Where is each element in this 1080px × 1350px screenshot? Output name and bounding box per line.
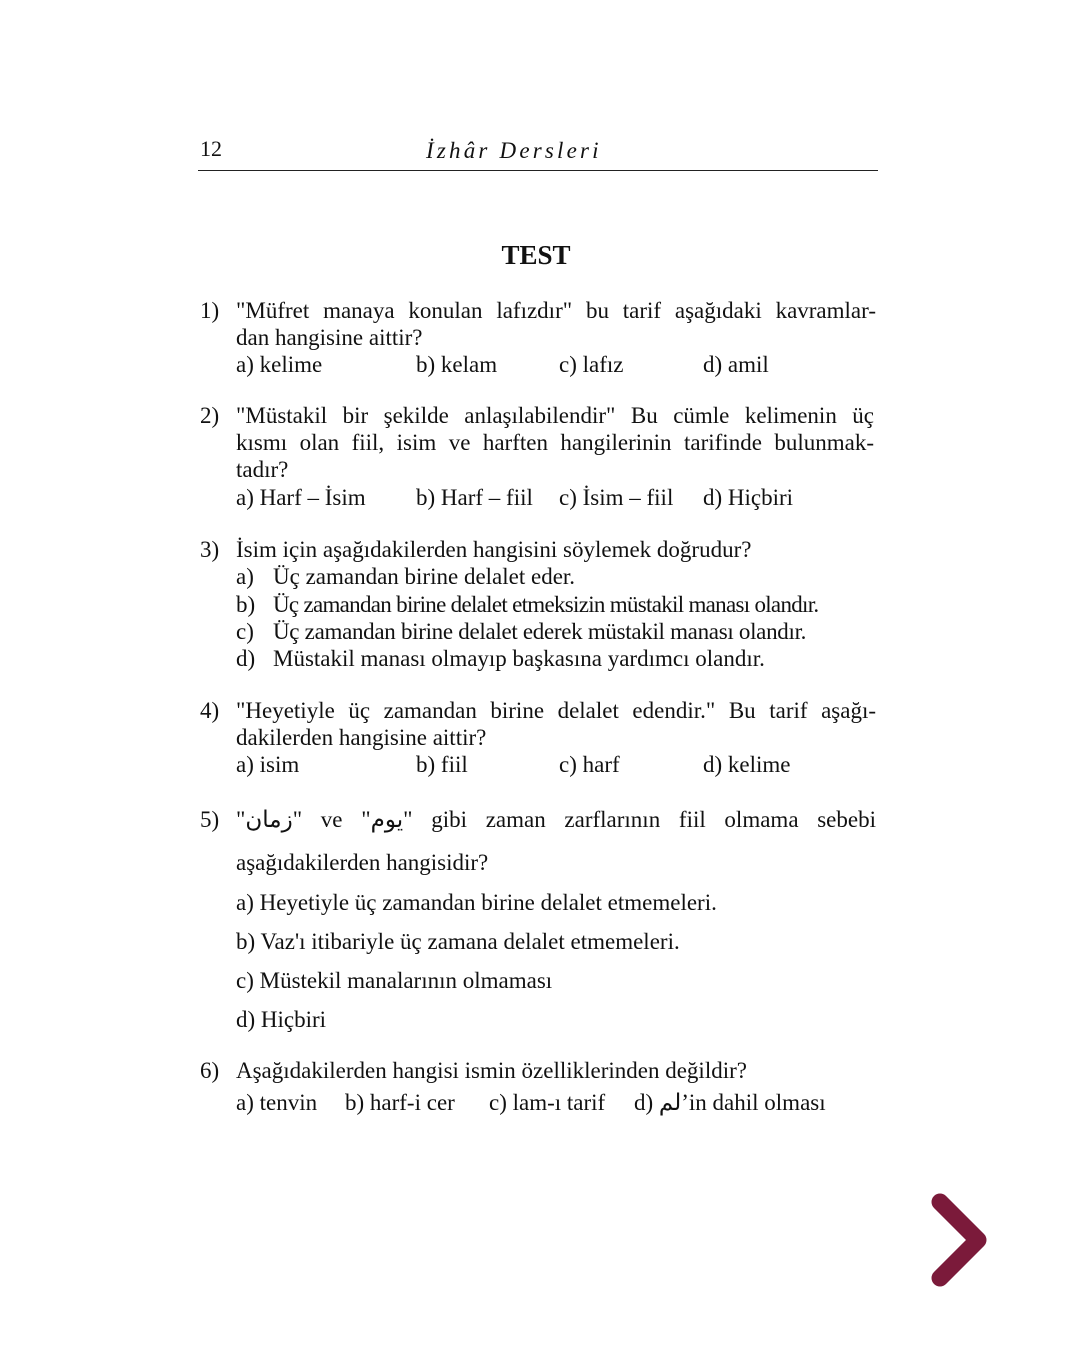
question-4-option-a: a) isim: [236, 752, 300, 777]
question-5-option-d: d) Hiçbiri: [236, 1007, 327, 1032]
question-1-option-c: c) lafız: [559, 352, 624, 377]
test-heading: TEST: [501, 240, 571, 270]
question-1-option-a: a) kelime: [236, 352, 323, 377]
question-4-option-c: c) harf: [559, 752, 620, 777]
question-2-option-c: c) İsim – fiil: [559, 485, 674, 510]
question-1-line-1: "Müfret manaya konulan lafızdır" bu tarif aşağıdaki kavramlar-: [236, 298, 876, 323]
question-2-number: 2): [200, 403, 220, 428]
question-1-line-2: dan hangisine aittir?: [236, 325, 423, 350]
question-5-line-1: "زمان" ve "يوم" gibi zaman zarflarının fiil olmama sebebi: [236, 807, 876, 832]
question-2-option-d: d) Hiçbiri: [703, 485, 794, 510]
question-3-option-b-letter: b): [236, 592, 256, 617]
question-5-number: 5): [200, 807, 220, 832]
question-5-option-c: c) Müstekil manalarının olmaması: [236, 968, 553, 993]
question-6-number: 6): [200, 1058, 220, 1083]
next-page-button[interactable]: [922, 1190, 992, 1290]
page-header: [198, 132, 878, 172]
question-3-option-c-letter: c): [236, 619, 254, 644]
question-3-option-b-text: Üç zamandan birine delalet etmeksizin müstakil manası olandır.: [273, 592, 819, 617]
question-3-option-c-text: Üç zamandan birine delalet ederek müstakil manası olandır.: [273, 619, 807, 644]
question-5-option-b: b) Vaz'ı itibariyle üç zamana delalet etmemeleri.: [236, 929, 680, 954]
question-3-option-d-letter: d): [236, 646, 256, 671]
question-3-line-1: İsim için aşağıdakilerden hangisini söylemek doğrudur?: [236, 537, 752, 562]
question-6-option-a: a) tenvin: [236, 1090, 318, 1115]
question-2-line-1: "Müstakil bir şekilde anlaşılabilendir" Bu cümle kelimenin üç: [236, 403, 874, 428]
question-4-line-1: "Heyetiyle üç zamandan birine delalet edendir." Bu tarif aşağı-: [236, 698, 876, 723]
page-number: 12: [200, 136, 222, 161]
question-3-option-d-text: Müstakil manası olmayıp başkasına yardımcı olandır.: [273, 646, 765, 671]
question-3-number: 3): [200, 537, 220, 562]
chevron-right-icon: [922, 1190, 992, 1290]
question-4-line-2: dakilerden hangisine aittir?: [236, 725, 487, 750]
question-6-option-b: b) harf-i cer: [345, 1090, 455, 1115]
question-1-option-b: b) kelam: [416, 352, 498, 377]
question-3-option-a-letter: a): [236, 564, 254, 589]
question-4-number: 4): [200, 698, 220, 723]
question-4-option-b: b) fiil: [416, 752, 468, 777]
running-title: İzhâr Dersleri: [426, 138, 602, 163]
question-4-option-d: d) kelime: [703, 752, 791, 777]
question-6-option-d: d) لم’in dahil olması: [634, 1090, 826, 1115]
question-3-option-a-text: Üç zamandan birine delalet eder.: [273, 564, 576, 589]
question-2-option-a: a) Harf – İsim: [236, 485, 366, 510]
question-2-line-3: tadır?: [236, 457, 289, 482]
question-6-line-1: Aşağıdakilerden hangisi ismin özelliklerinden değildir?: [236, 1058, 747, 1083]
question-2-option-b: b) Harf – fiil: [416, 485, 533, 510]
question-5-line-2: aşağıdakilerden hangisidir?: [236, 850, 489, 875]
question-1-option-d: d) amil: [703, 352, 769, 377]
question-5-option-a: a) Heyetiyle üç zamandan birine delalet etmemeleri.: [236, 890, 717, 915]
question-2-line-2: kısmı olan fiil, isim ve harften hangilerinin tarifinde bulunmak-: [236, 430, 874, 455]
header-rule: [198, 170, 878, 171]
question-1-number: 1): [200, 298, 220, 323]
question-6-option-c: c) lam-ı tarif: [489, 1090, 606, 1115]
